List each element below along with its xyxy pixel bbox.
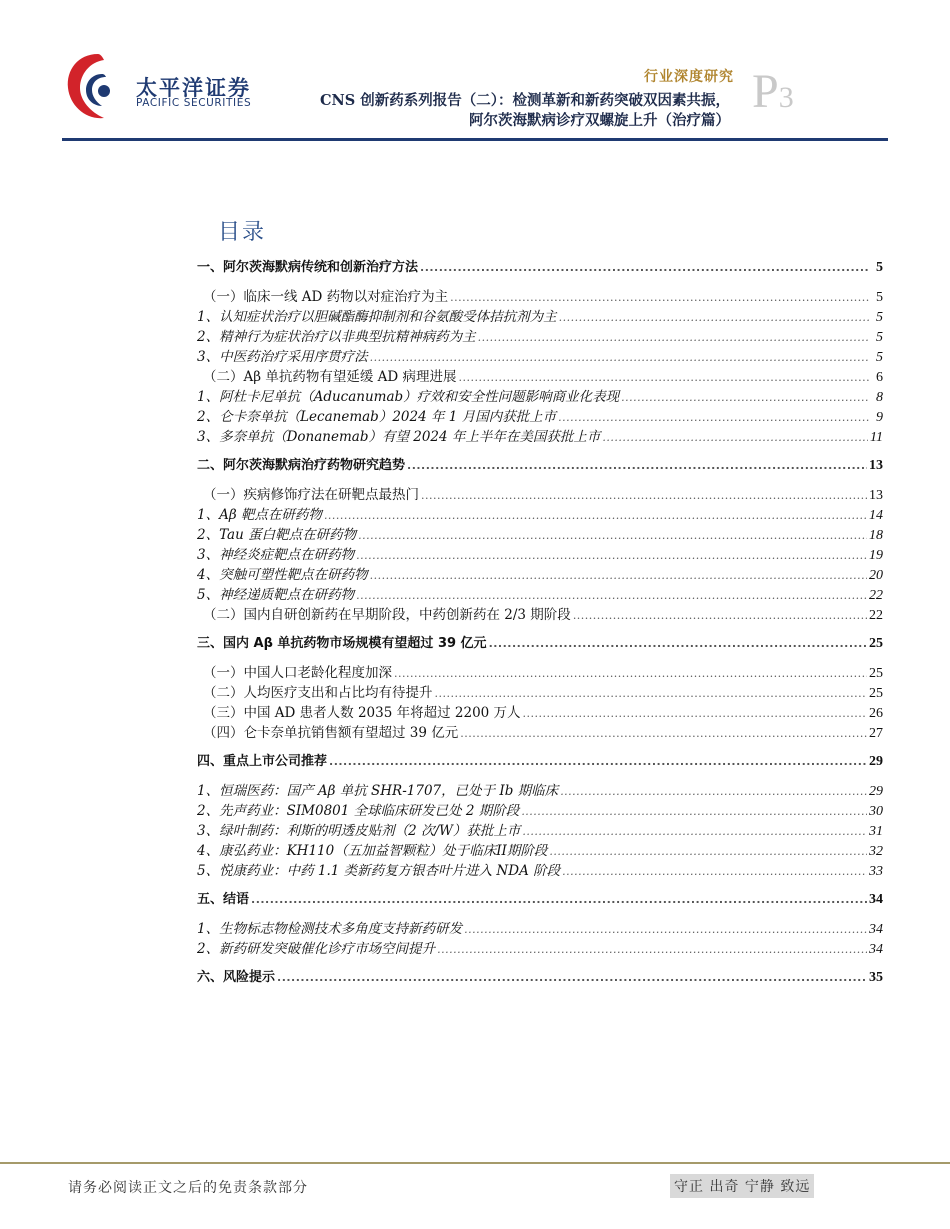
toc-entry-level2[interactable] xyxy=(197,483,883,503)
toc-entry-page: 9 xyxy=(876,410,883,425)
toc-leader-dots xyxy=(559,311,869,324)
toc-entry-level3[interactable] xyxy=(197,859,883,879)
toc-leader-dots xyxy=(460,727,867,740)
toc-entry-page: 34 xyxy=(869,892,883,907)
toc-entry-level3[interactable] xyxy=(197,563,883,583)
toc-leader-dots xyxy=(394,667,867,680)
toc-entry-label: 六、风险提示 xyxy=(197,970,276,985)
footer-divider xyxy=(0,1162,950,1164)
toc-entry-label: 3、神经炎症靶点在研药物 xyxy=(197,547,355,563)
toc-entry-page: 22 xyxy=(869,608,883,623)
toc-spacer xyxy=(197,908,883,917)
toc-leader-dots xyxy=(324,509,867,522)
toc-entry-page: 13 xyxy=(869,488,883,503)
toc-entry-label: 5、神经递质靶点在研药物 xyxy=(197,587,355,603)
toc-entry-level3[interactable] xyxy=(197,305,883,325)
toc-spacer xyxy=(197,652,883,661)
toc-entry-level1[interactable] xyxy=(197,454,883,474)
toc-entry-page: 34 xyxy=(869,942,883,957)
toc-entry-page: 33 xyxy=(869,864,883,879)
toc-leader-dots xyxy=(602,431,868,444)
toc-entry-page: 25 xyxy=(869,686,883,701)
toc-entry-level3[interactable] xyxy=(197,405,883,425)
report-title-line2: 阿尔茨海默病诊疗双螺旋上升（治疗篇） xyxy=(469,112,730,129)
toc-entry-label: （一）中国人口老龄化程度加深 xyxy=(203,665,392,681)
toc-entry-level3[interactable] xyxy=(197,799,883,819)
toc-entry-level2[interactable] xyxy=(197,603,883,623)
toc-entry-level3[interactable] xyxy=(197,345,883,365)
toc-spacer xyxy=(197,445,883,454)
toc-leader-dots xyxy=(549,845,867,858)
page-marker-number: 3 xyxy=(778,81,794,114)
toc-entry-level3[interactable] xyxy=(197,583,883,603)
toc-entry-page: 20 xyxy=(869,568,883,583)
toc-entry-label: 三、国内 Aβ 单抗药物市场规模有望超过 39 亿元 xyxy=(197,636,487,651)
toc-entry-label: （二）Aβ 单抗药物有望延缓 AD 病理进展 xyxy=(203,369,457,385)
toc-entry-page: 32 xyxy=(869,844,883,859)
toc-leader-dots xyxy=(558,411,869,424)
toc-entry-label: （二）人均医疗支出和占比均有待提升 xyxy=(203,685,433,701)
toc-entry-level3[interactable] xyxy=(197,543,883,563)
toc-leader-dots xyxy=(437,943,867,956)
toc-entry-label: 3、中医药治疗采用序贯疗法 xyxy=(197,349,368,365)
toc-entry-page: 25 xyxy=(869,636,883,651)
toc-entry-label: 一、阿尔茨海默病传统和创新治疗方法 xyxy=(197,260,419,275)
toc-entry-page: 18 xyxy=(869,528,883,543)
toc-leader-dots xyxy=(523,707,867,720)
toc-entry-level1[interactable] xyxy=(197,256,883,276)
toc-leader-dots xyxy=(421,489,867,502)
toc-entry-level3[interactable] xyxy=(197,937,883,957)
page-marker-letter: P xyxy=(752,65,779,118)
toc-entry-level2[interactable] xyxy=(197,701,883,721)
toc-leader-dots xyxy=(407,459,867,472)
toc-leader-dots xyxy=(522,825,867,838)
toc-entry-label: 四、重点上市公司推荐 xyxy=(197,754,328,769)
toc-leader-dots xyxy=(573,609,867,622)
toc-spacer xyxy=(197,957,883,966)
toc-entry-page: 35 xyxy=(869,970,883,985)
toc-entry-label: 2、先声药业：SIM0801 全球临床研发已处 2 期阶段 xyxy=(197,803,520,819)
toc-spacer xyxy=(197,623,883,632)
toc-entry-page: 5 xyxy=(876,330,883,345)
toc-entry-label: 2、仑卡奈单抗（Lecanemab）2024 年 1 月国内获批上市 xyxy=(197,409,557,425)
toc-leader-dots xyxy=(277,971,867,984)
toc-leader-dots xyxy=(464,923,867,936)
toc-leader-dots xyxy=(370,351,869,364)
toc-entry-level2[interactable] xyxy=(197,285,883,305)
toc-heading: 目录 xyxy=(218,220,267,245)
toc-entry-level3[interactable] xyxy=(197,917,883,937)
toc-leader-dots xyxy=(356,589,867,602)
toc-spacer xyxy=(197,770,883,779)
report-category: 行业深度研究 xyxy=(644,69,734,85)
toc-entry-label: 2、新药研发突破催化诊疗市场空间提升 xyxy=(197,941,436,957)
toc-entry-page: 8 xyxy=(876,390,883,405)
toc-leader-dots xyxy=(521,805,867,818)
toc-entry-label: 4、康弘药业：KH110（五加益智颗粒）处于临床II期阶段 xyxy=(197,843,548,859)
toc-entry-page: 29 xyxy=(869,754,883,769)
toc-spacer xyxy=(197,474,883,483)
toc-entry-label: 1、认知症状治疗以胆碱酯酶抑制剂和谷氨酸受体拮抗剂为主 xyxy=(197,309,557,325)
toc-entry-label: 3、绿叶制药：利斯的明透皮贴剂（2 次/W）获批上市 xyxy=(197,823,521,839)
toc-entry-level3[interactable] xyxy=(197,385,883,405)
toc-entry-page: 14 xyxy=(869,508,883,523)
toc-entry-label: 二、阿尔茨海默病治疗药物研究趋势 xyxy=(197,458,406,473)
toc-entry-level3[interactable] xyxy=(197,523,883,543)
toc-entry-page: 27 xyxy=(869,726,883,741)
toc-entry-level1[interactable] xyxy=(197,888,883,908)
toc-entry-level1[interactable] xyxy=(197,966,883,986)
toc-leader-dots xyxy=(489,637,867,650)
toc-leader-dots xyxy=(621,391,869,404)
toc-leader-dots xyxy=(251,893,867,906)
toc-entry-page: 5 xyxy=(876,310,883,325)
toc-entry-page: 19 xyxy=(869,548,883,563)
toc-entry-label: 3、多奈单抗（Donanemab）有望 2024 年上半年在美国获批上市 xyxy=(197,429,601,445)
toc-entry-page: 5 xyxy=(876,260,883,275)
company-motto: 守正 出奇 宁静 致远 xyxy=(670,1174,814,1198)
toc-entry-level1[interactable] xyxy=(197,750,883,770)
toc-entry-label: 五、结语 xyxy=(197,892,250,907)
toc-leader-dots xyxy=(370,569,867,582)
toc-leader-dots xyxy=(562,865,867,878)
disclaimer-note: 请务必阅读正文之后的免责条款部分 xyxy=(68,1180,308,1196)
pacific-securities-logo-icon xyxy=(64,50,132,122)
toc-entry-label: 5、悦康药业：中药 1.1 类新药复方银杏叶片进入 NDA 阶段 xyxy=(197,863,561,879)
toc-entry-page: 26 xyxy=(869,706,883,721)
toc-spacer xyxy=(197,986,883,995)
toc-entry-label: 1、生物标志物检测技术多角度支持新药研发 xyxy=(197,921,463,937)
toc-entry-level3[interactable] xyxy=(197,325,883,345)
report-title-line1: CNS 创新药系列报告（二）：检测革新和新药突破双因素共振， xyxy=(319,92,730,109)
toc-leader-dots xyxy=(435,687,868,700)
toc-spacer xyxy=(197,276,883,285)
toc-leader-dots xyxy=(420,261,869,274)
brand-name-cn: 太平洋证券 xyxy=(136,76,251,100)
toc-entry-label: （三）中国 AD 患者人数 2035 年将超过 2200 万人 xyxy=(203,705,521,721)
toc-entry-page: 5 xyxy=(876,350,883,365)
toc-entry-page: 34 xyxy=(869,922,883,937)
brand-name-en: PACIFIC SECURITIES xyxy=(136,97,252,109)
toc-entry-level3[interactable] xyxy=(197,819,883,839)
toc-entry-label: 1、Aβ 靶点在研药物 xyxy=(197,507,322,523)
table-of-contents xyxy=(197,256,883,995)
toc-spacer xyxy=(197,879,883,888)
toc-leader-dots xyxy=(356,549,867,562)
toc-entry-page: 22 xyxy=(869,588,883,603)
toc-entry-page: 29 xyxy=(869,784,883,799)
toc-entry-label: （一）临床一线 AD 药物以对症治疗为主 xyxy=(203,289,449,305)
toc-entry-page: 5 xyxy=(876,290,883,305)
toc-leader-dots xyxy=(478,331,869,344)
header-divider xyxy=(62,138,888,141)
toc-entry-level1[interactable] xyxy=(197,632,883,652)
toc-entry-label: （四）仑卡奈单抗销售额有望超过 39 亿元 xyxy=(203,725,459,741)
toc-entry-level3[interactable] xyxy=(197,779,883,799)
toc-spacer xyxy=(197,741,883,750)
toc-entry-level3[interactable] xyxy=(197,503,883,523)
toc-entry-page: 6 xyxy=(876,370,883,385)
toc-leader-dots xyxy=(560,785,867,798)
toc-entry-level2[interactable] xyxy=(197,721,883,741)
toc-entry-label: 4、突触可塑性靶点在研药物 xyxy=(197,567,368,583)
toc-leader-dots xyxy=(459,371,869,384)
toc-entry-label: 1、恒瑞医药：国产 Aβ 单抗 SHR-1707，已处于 Ib 期临床 xyxy=(197,783,559,799)
toc-entry-page: 11 xyxy=(870,430,883,445)
page-marker xyxy=(752,65,794,118)
toc-entry-page: 30 xyxy=(869,804,883,819)
toc-entry-page: 13 xyxy=(869,458,883,473)
toc-entry-page: 31 xyxy=(869,824,883,839)
toc-entry-label: 1、阿杜卡尼单抗（Aducanumab）疗效和安全性问题影响商业化表现 xyxy=(197,389,620,405)
toc-entry-page: 25 xyxy=(869,666,883,681)
toc-leader-dots xyxy=(329,755,867,768)
toc-entry-level2[interactable] xyxy=(197,681,883,701)
toc-entry-label: （一）疾病修饰疗法在研靶点最热门 xyxy=(203,487,419,503)
toc-entry-level2[interactable] xyxy=(197,661,883,681)
toc-entry-level2[interactable] xyxy=(197,365,883,385)
toc-leader-dots xyxy=(358,529,867,542)
toc-entry-label: （二）国内自研创新药在早期阶段，中药创新药在 2/3 期阶段 xyxy=(203,607,571,623)
toc-leader-dots xyxy=(450,291,869,304)
toc-entry-label: 2、Tau 蛋白靶点在研药物 xyxy=(197,527,357,543)
toc-entry-level3[interactable] xyxy=(197,425,883,445)
toc-entry-label: 2、精神行为症状治疗以非典型抗精神病药为主 xyxy=(197,329,476,345)
toc-entry-level3[interactable] xyxy=(197,839,883,859)
